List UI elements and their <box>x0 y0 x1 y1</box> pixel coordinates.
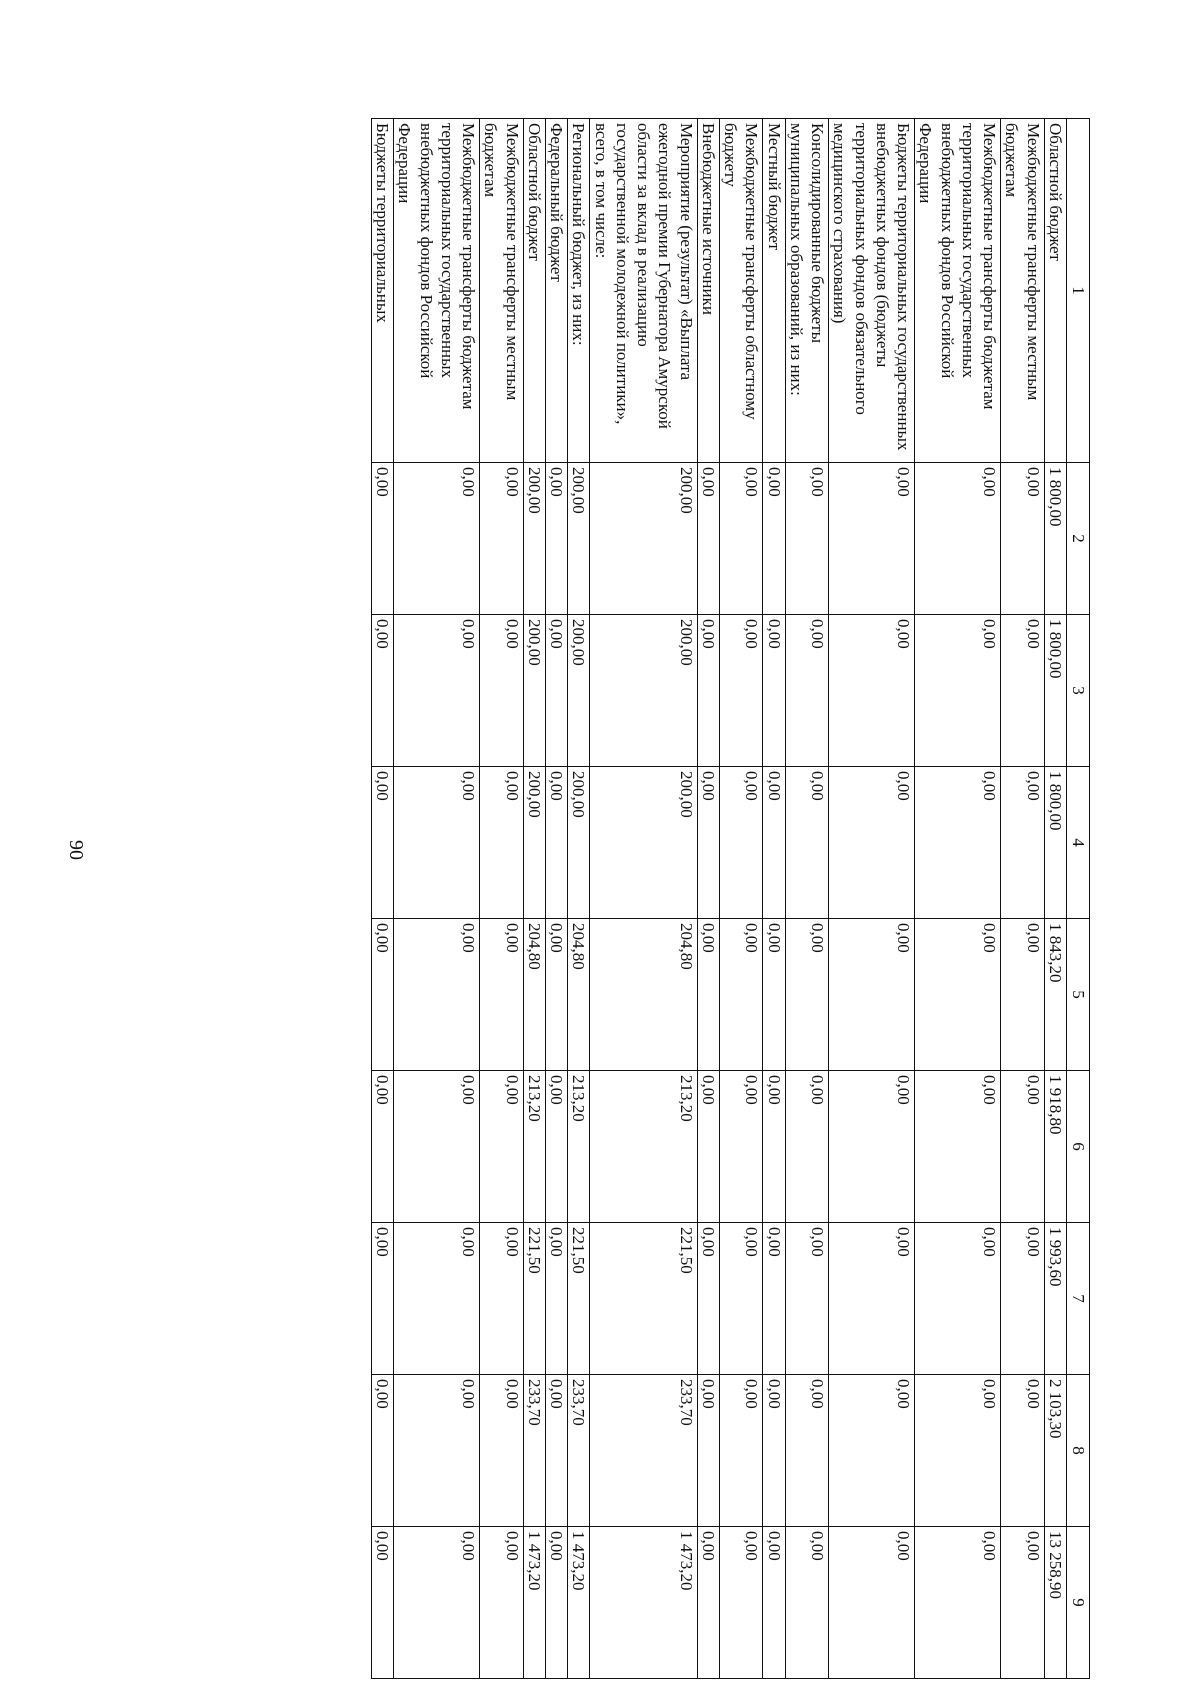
row-value: 0,00 <box>785 1527 829 1679</box>
row-value: 0,00 <box>1001 463 1045 615</box>
column-header: 7 <box>1067 1223 1090 1375</box>
table-header-row <box>1067 119 1090 1679</box>
row-value: 0,00 <box>546 919 568 1071</box>
table-row <box>590 119 697 1679</box>
row-value: 0,00 <box>763 463 785 615</box>
row-value: 0,00 <box>697 1071 719 1223</box>
table-row <box>915 119 1001 1679</box>
row-value: 0,00 <box>720 463 764 615</box>
row-value: 2 103,30 <box>1044 1375 1066 1527</box>
row-value: 0,00 <box>829 767 915 919</box>
row-value: 1 993,60 <box>1044 1223 1066 1375</box>
row-value: 0,00 <box>372 1223 394 1375</box>
row-value: 0,00 <box>785 919 829 1071</box>
row-value: 213,20 <box>590 1071 697 1223</box>
row-value: 221,50 <box>523 1223 545 1375</box>
row-value: 0,00 <box>546 1071 568 1223</box>
row-value: 0,00 <box>697 919 719 1071</box>
row-value: 200,00 <box>568 615 590 767</box>
row-value: 200,00 <box>523 767 545 919</box>
row-value: 1 843,20 <box>1044 919 1066 1071</box>
row-label: Областной бюджет <box>523 119 545 463</box>
table-row <box>697 119 719 1679</box>
row-value: 0,00 <box>394 1071 480 1223</box>
row-label: Бюджеты территориальных государственных внебюджетных фондов (бюджеты территориальных фондов обязательного медицинского страхования) <box>829 119 915 463</box>
row-value: 0,00 <box>394 463 480 615</box>
row-value: 0,00 <box>372 463 394 615</box>
row-value: 0,00 <box>763 919 785 1071</box>
row-value: 0,00 <box>372 919 394 1071</box>
row-label: Мероприятие (результат) «Выплата ежегодной премии Губернатора Амурской области за вклад в реализацию государственной молодежной политики», всего, в том числе: <box>590 119 697 463</box>
row-value: 0,00 <box>1001 919 1045 1071</box>
row-value: 0,00 <box>697 1527 719 1679</box>
row-value: 0,00 <box>720 919 764 1071</box>
row-value: 200,00 <box>568 463 590 615</box>
row-label: Межбюджетные трансферты местным бюджетам <box>1001 119 1045 463</box>
page-number: 90 <box>65 840 87 860</box>
row-value: 0,00 <box>785 1375 829 1527</box>
row-value: 221,50 <box>568 1223 590 1375</box>
row-label: Местный бюджет <box>763 119 785 463</box>
row-value: 0,00 <box>720 615 764 767</box>
row-value: 0,00 <box>697 615 719 767</box>
row-value: 0,00 <box>480 919 524 1071</box>
row-value: 0,00 <box>480 767 524 919</box>
row-value: 0,00 <box>697 1375 719 1527</box>
row-value: 0,00 <box>1001 1527 1045 1679</box>
row-value: 200,00 <box>523 463 545 615</box>
row-value: 0,00 <box>546 463 568 615</box>
row-value: 0,00 <box>480 615 524 767</box>
column-header: 1 <box>1067 119 1090 463</box>
column-header: 5 <box>1067 919 1090 1071</box>
row-value: 0,00 <box>829 463 915 615</box>
row-value: 0,00 <box>785 463 829 615</box>
row-value: 0,00 <box>480 1375 524 1527</box>
column-header: 4 <box>1067 767 1090 919</box>
row-label: Межбюджетные трансферты областному бюджету <box>720 119 764 463</box>
row-value: 0,00 <box>697 463 719 615</box>
row-label: Внебюджетные источники <box>697 119 719 463</box>
row-value: 0,00 <box>1001 615 1045 767</box>
row-value: 0,00 <box>394 1375 480 1527</box>
row-value: 0,00 <box>394 1527 480 1679</box>
row-value: 0,00 <box>546 1527 568 1679</box>
row-value: 233,70 <box>523 1375 545 1527</box>
row-value: 1 918,80 <box>1044 1071 1066 1223</box>
row-value: 0,00 <box>915 1527 1001 1679</box>
row-value: 0,00 <box>697 1223 719 1375</box>
table-body <box>372 119 1067 1679</box>
row-value: 204,80 <box>568 919 590 1071</box>
row-value: 1 473,20 <box>590 1527 697 1679</box>
row-value: 0,00 <box>546 767 568 919</box>
row-value: 1 800,00 <box>1044 767 1066 919</box>
table-row <box>829 119 915 1679</box>
row-label: Консолидированные бюджеты муниципальных образований, из них: <box>785 119 829 463</box>
row-value: 213,20 <box>523 1071 545 1223</box>
row-value: 0,00 <box>480 1527 524 1679</box>
row-value: 13 258,90 <box>1044 1527 1066 1679</box>
row-value: 0,00 <box>915 1071 1001 1223</box>
row-value: 0,00 <box>915 463 1001 615</box>
funding-table <box>371 118 1090 1679</box>
row-value: 0,00 <box>546 1375 568 1527</box>
row-value: 200,00 <box>568 767 590 919</box>
row-value: 0,00 <box>394 767 480 919</box>
row-value: 0,00 <box>785 1223 829 1375</box>
row-value: 0,00 <box>915 615 1001 767</box>
row-value: 233,70 <box>590 1375 697 1527</box>
row-value: 1 800,00 <box>1044 463 1066 615</box>
row-value: 0,00 <box>546 615 568 767</box>
row-value: 0,00 <box>720 767 764 919</box>
row-value: 0,00 <box>829 1375 915 1527</box>
row-value: 200,00 <box>523 615 545 767</box>
row-value: 0,00 <box>1001 767 1045 919</box>
row-value: 0,00 <box>763 1527 785 1679</box>
row-value: 1 800,00 <box>1044 615 1066 767</box>
column-header: 6 <box>1067 1071 1090 1223</box>
column-header: 2 <box>1067 463 1090 615</box>
row-label: Федеральный бюджет <box>546 119 568 463</box>
row-value: 0,00 <box>394 615 480 767</box>
row-value: 0,00 <box>763 1375 785 1527</box>
row-value: 0,00 <box>372 1375 394 1527</box>
row-value: 0,00 <box>394 1223 480 1375</box>
row-value: 0,00 <box>763 615 785 767</box>
row-value: 221,50 <box>590 1223 697 1375</box>
row-value: 0,00 <box>720 1375 764 1527</box>
row-value: 1 473,20 <box>568 1527 590 1679</box>
funding-table-container <box>170 118 1090 1678</box>
row-value: 0,00 <box>1001 1223 1045 1375</box>
row-value: 0,00 <box>697 767 719 919</box>
row-label: Межбюджетные трансферты местным бюджетам <box>480 119 524 463</box>
row-value: 0,00 <box>785 1071 829 1223</box>
row-value: 0,00 <box>829 1223 915 1375</box>
row-value: 0,00 <box>372 767 394 919</box>
row-value: 0,00 <box>372 615 394 767</box>
table-row <box>720 119 764 1679</box>
row-value: 0,00 <box>1001 1375 1045 1527</box>
table-row <box>763 119 785 1679</box>
row-value: 1 473,20 <box>523 1527 545 1679</box>
row-value: 0,00 <box>1001 1071 1045 1223</box>
table-row <box>372 119 394 1679</box>
table-row <box>546 119 568 1679</box>
row-value: 0,00 <box>763 1223 785 1375</box>
column-header: 9 <box>1067 1527 1090 1679</box>
row-value: 0,00 <box>829 919 915 1071</box>
table-row <box>568 119 590 1679</box>
row-value: 0,00 <box>546 1223 568 1375</box>
row-value: 204,80 <box>523 919 545 1071</box>
row-value: 233,70 <box>568 1375 590 1527</box>
row-value: 0,00 <box>915 767 1001 919</box>
row-value: 0,00 <box>829 615 915 767</box>
row-value: 0,00 <box>763 767 785 919</box>
row-value: 0,00 <box>785 615 829 767</box>
table-row <box>394 119 480 1679</box>
row-value: 0,00 <box>480 463 524 615</box>
row-value: 200,00 <box>590 615 697 767</box>
row-label: Областной бюджет <box>1044 119 1066 463</box>
column-header: 3 <box>1067 615 1090 767</box>
row-value: 0,00 <box>763 1071 785 1223</box>
row-value: 0,00 <box>372 1527 394 1679</box>
row-value: 0,00 <box>720 1223 764 1375</box>
row-value: 200,00 <box>590 767 697 919</box>
row-label: Бюджеты территориальных <box>372 119 394 463</box>
row-label: Межбюджетные трансферты бюджетам территориальных государственных внебюджетных фондов Российской Федерации <box>915 119 1001 463</box>
row-value: 0,00 <box>480 1071 524 1223</box>
table-row <box>523 119 545 1679</box>
table-row <box>1001 119 1045 1679</box>
column-header: 8 <box>1067 1375 1090 1527</box>
row-value: 0,00 <box>480 1223 524 1375</box>
row-value: 0,00 <box>785 767 829 919</box>
row-value: 0,00 <box>829 1527 915 1679</box>
row-value: 0,00 <box>372 1071 394 1223</box>
row-value: 0,00 <box>915 919 1001 1071</box>
row-value: 204,80 <box>590 919 697 1071</box>
table-row <box>1044 119 1066 1679</box>
row-value: 0,00 <box>394 919 480 1071</box>
row-value: 0,00 <box>720 1527 764 1679</box>
row-value: 0,00 <box>829 1071 915 1223</box>
row-label: Межбюджетные трансферты бюджетам территориальных государственных внебюджетных фондов Российской Федерации <box>394 119 480 463</box>
table-row <box>480 119 524 1679</box>
table-row <box>785 119 829 1679</box>
row-value: 200,00 <box>590 463 697 615</box>
row-value: 0,00 <box>720 1071 764 1223</box>
row-label: Региональный бюджет, из них: <box>568 119 590 463</box>
row-value: 0,00 <box>915 1223 1001 1375</box>
row-value: 0,00 <box>915 1375 1001 1527</box>
row-value: 213,20 <box>568 1071 590 1223</box>
